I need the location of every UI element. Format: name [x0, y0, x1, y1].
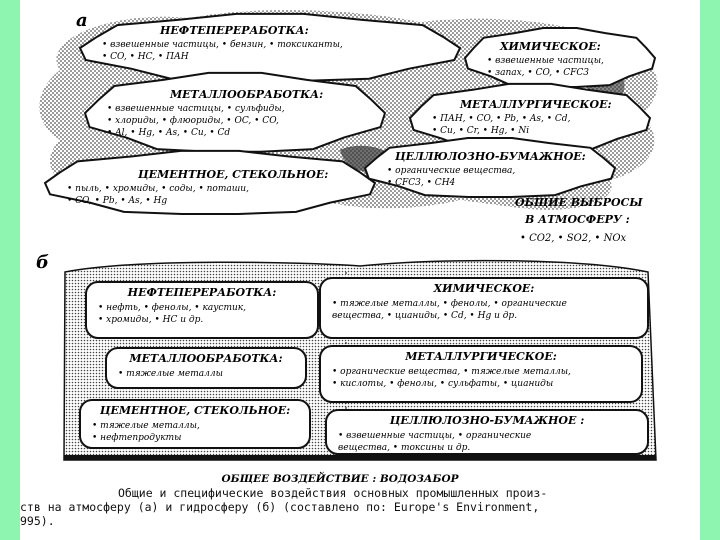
figure-caption: [20, 486, 700, 528]
box-item-line: вещества, • токсины и др.: [338, 443, 471, 453]
caption-line-1: Общие и специфические воздействия основных промышленных произ-: [118, 486, 548, 500]
box-title: ЦЕМЕНТНОЕ, СТЕКОЛЬНОЕ:: [99, 404, 291, 417]
panel-a-total: [515, 196, 643, 244]
bubble-item-line: • CO, • HC, • ПАН: [102, 52, 189, 62]
total-emissions-line-1: ОБЩИЕ ВЫБРОСЫ: [515, 196, 643, 209]
emission-bubble: [85, 73, 385, 152]
panel-b-label: б: [36, 252, 49, 273]
caption-line-2: ств на атмосферу (а) и гидросферу (б) (составлено по: Europe's Environment,: [20, 500, 540, 514]
box-item-line: • хромиды, • HC и др.: [98, 315, 204, 325]
bubble-title: МЕТАЛЛУРГИЧЕСКОЕ:: [460, 98, 612, 111]
impact-box: [80, 400, 310, 448]
box-title: МЕТАЛЛУРГИЧЕСКОЕ:: [405, 350, 557, 363]
bubble-item-line: • взвешенные частицы,: [487, 56, 604, 66]
bubble-item-line: • Cu, • Cr, • Hg, • Ni: [432, 126, 530, 136]
box-title: МЕТАЛЛООБРАБОТКА:: [129, 352, 283, 365]
bubble-title: ХИМИЧЕСКОЕ:: [500, 40, 601, 53]
impact-box: [86, 282, 318, 338]
bubble-title: ЦЕМЕНТНОЕ, СТЕКОЛЬНОЕ:: [138, 168, 329, 181]
impact-box: [106, 348, 306, 388]
bubble-item-line: • CFC3, • CH4: [387, 178, 456, 188]
box-title: ХИМИЧЕСКОЕ:: [433, 282, 535, 295]
caption-line-3: 995).: [20, 514, 55, 528]
bubble-item-line: • ПАН, • CO, • Pb, • As, • Cd,: [432, 114, 571, 124]
emission-bubble: [465, 28, 655, 87]
emission-bubble: [45, 151, 375, 214]
emission-bubble: [365, 138, 615, 197]
box-title: ЦЕЛЛЮЛОЗНО-БУМАЖНОЕ :: [389, 414, 585, 427]
panel-b-total: ОБЩЕЕ ВОЗДЕЙСТВИЕ : ВОДОЗАБОР: [221, 473, 459, 485]
emissions-diagram: [20, 0, 700, 486]
impact-box: [320, 346, 642, 402]
panel-a-label: а: [76, 10, 88, 31]
box-item-line: • кислоты, • фенолы, • сульфаты, • цианиды: [332, 379, 554, 389]
right-green-stripe: [700, 0, 720, 540]
box-item-line: • нефть, • фенолы, • каустик,: [98, 303, 247, 313]
bubble-item-line: • взвешенные частицы, • бензин, • токсиканты,: [102, 40, 343, 50]
bubble-item-line: • органические вещества,: [387, 166, 516, 176]
box-item-line: • органические вещества, • тяжелые металлы,: [332, 367, 571, 377]
box-item-line: • нефтепродукты: [92, 433, 182, 443]
total-emissions-line-2: В АТМОСФЕРУ :: [525, 213, 630, 226]
box-item-line: • тяжелые металлы: [118, 369, 223, 379]
left-green-stripe: [0, 0, 20, 540]
bubble-title: МЕТАЛЛООБРАБОТКА:: [170, 88, 324, 101]
bubble-item-line: • хлориды, • флюориды, • OC, • CO,: [107, 116, 279, 126]
box-item-line: • взвешенные частицы, • органические: [338, 431, 532, 441]
bubble-item-line: • Al, • Hg, • As, • Cu, • Cd: [107, 128, 231, 138]
bubble-title: НЕФТЕПЕРЕРАБОТКА:: [160, 24, 309, 37]
bubble-item-line: • запах, • CO, • CFC3: [487, 68, 589, 78]
impact-box: [320, 278, 648, 338]
box-title: НЕФТЕПЕРЕРАБОТКА:: [127, 286, 277, 299]
emission-bubble: [80, 14, 460, 81]
box-item-line: вещества, • цианиды, • Cd, • Hg и др.: [332, 311, 518, 321]
diagram-canvas: [20, 0, 700, 540]
impact-box: [326, 410, 648, 454]
bubble-title: ЦЕЛЛЮЛОЗНО-БУМАЖНОЕ:: [395, 150, 586, 163]
total-emissions-line-3: • CO2, • SO2, • NOx: [520, 233, 627, 244]
bubble-item-line: • CO, • Pb, • As, • Hg: [67, 196, 168, 206]
box-item-line: • тяжелые металлы, • фенолы, • органические: [332, 299, 567, 309]
bubble-item-line: • пыль, • хромиды, • соды, • поташи,: [67, 184, 249, 194]
box-item-line: • тяжелые металлы,: [92, 421, 200, 431]
bubble-item-line: • взвешенные частицы, • сульфиды,: [107, 104, 285, 114]
